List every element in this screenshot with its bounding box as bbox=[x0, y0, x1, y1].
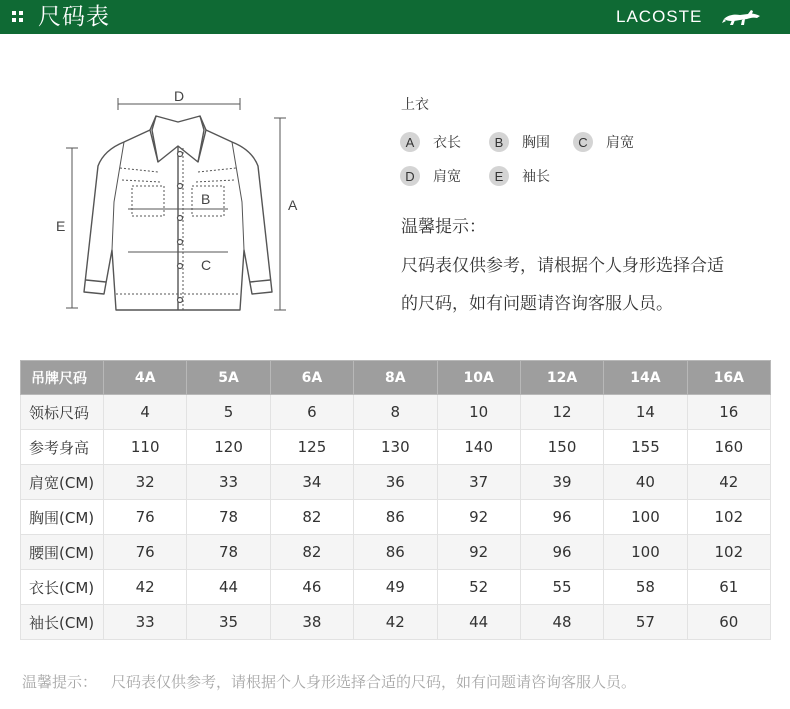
table-cell: 92 bbox=[437, 500, 520, 535]
tips-title: 温馨提示： bbox=[401, 217, 486, 237]
row-label: 领标尺码 bbox=[21, 395, 104, 430]
table-row bbox=[21, 500, 771, 535]
row-label: 袖长(CM) bbox=[21, 605, 104, 640]
column-header: 16A bbox=[687, 361, 770, 395]
row-label: 参考身高 bbox=[21, 430, 104, 465]
column-header: 4A bbox=[104, 361, 187, 395]
table-cell: 78 bbox=[187, 535, 270, 570]
table-cell: 44 bbox=[437, 605, 520, 640]
legend-key: E bbox=[489, 166, 509, 186]
legend-label: 袖长 bbox=[522, 169, 550, 185]
dim-label-a: A bbox=[288, 197, 298, 213]
dim-label-c: C bbox=[201, 257, 212, 273]
table-cell: 12 bbox=[520, 395, 603, 430]
table-cell: 4 bbox=[104, 395, 187, 430]
table-cell: 76 bbox=[104, 535, 187, 570]
table-cell: 39 bbox=[520, 465, 603, 500]
table-cell: 36 bbox=[354, 465, 437, 500]
table-cell: 44 bbox=[187, 570, 270, 605]
table-cell: 32 bbox=[104, 465, 187, 500]
table-cell: 82 bbox=[270, 535, 353, 570]
row-label: 肩宽(CM) bbox=[21, 465, 104, 500]
legend-item bbox=[573, 132, 634, 152]
tips-text-line-2: 的尺码，如有问题请咨询客服人员。 bbox=[401, 294, 673, 314]
table-cell: 46 bbox=[270, 570, 353, 605]
column-header: 8A bbox=[354, 361, 437, 395]
table-cell: 52 bbox=[437, 570, 520, 605]
table-cell: 82 bbox=[270, 500, 353, 535]
footer-label: 温馨提示： bbox=[22, 673, 98, 691]
table-cell: 86 bbox=[354, 500, 437, 535]
table-cell: 110 bbox=[104, 430, 187, 465]
table-cell: 42 bbox=[104, 570, 187, 605]
page-title: 尺码表 bbox=[38, 4, 110, 30]
brand-name: LACOSTE bbox=[616, 7, 703, 26]
header-bar bbox=[0, 0, 790, 34]
legend-item bbox=[489, 132, 550, 152]
table-cell: 48 bbox=[520, 605, 603, 640]
table-row bbox=[21, 535, 771, 570]
table-row bbox=[21, 430, 771, 465]
legend-label: 衣长 bbox=[433, 135, 461, 151]
table-cell: 96 bbox=[520, 500, 603, 535]
table-cell: 102 bbox=[687, 500, 770, 535]
legend-key: D bbox=[400, 166, 420, 186]
tips-text-line-1: 尺码表仅供参考，请根据个人身形选择合适 bbox=[401, 256, 724, 276]
table-cell: 55 bbox=[520, 570, 603, 605]
table-row bbox=[21, 605, 771, 640]
table-cell: 102 bbox=[687, 535, 770, 570]
table-cell: 37 bbox=[437, 465, 520, 500]
table-cell: 140 bbox=[437, 430, 520, 465]
table-cell: 78 bbox=[187, 500, 270, 535]
table-cell: 160 bbox=[687, 430, 770, 465]
table-cell: 34 bbox=[270, 465, 353, 500]
table-cell: 86 bbox=[354, 535, 437, 570]
table-cell: 100 bbox=[604, 535, 687, 570]
table-cell: 49 bbox=[354, 570, 437, 605]
table-row bbox=[21, 395, 771, 430]
table-cell: 100 bbox=[604, 500, 687, 535]
table-cell: 35 bbox=[187, 605, 270, 640]
table-cell: 130 bbox=[354, 430, 437, 465]
table-cell: 8 bbox=[354, 395, 437, 430]
legend-key: A bbox=[400, 132, 420, 152]
table-cell: 38 bbox=[270, 605, 353, 640]
row-label: 腰围(CM) bbox=[21, 535, 104, 570]
size-chart-table bbox=[20, 360, 771, 640]
table-cell: 42 bbox=[687, 465, 770, 500]
dim-label-b: B bbox=[201, 191, 211, 207]
table-cell: 61 bbox=[687, 570, 770, 605]
grid-dots-icon bbox=[12, 11, 24, 23]
table-cell: 33 bbox=[187, 465, 270, 500]
jacket-diagram bbox=[48, 82, 318, 322]
legend-item bbox=[489, 166, 550, 186]
table-cell: 155 bbox=[604, 430, 687, 465]
row-label: 衣长(CM) bbox=[21, 570, 104, 605]
table-cell: 5 bbox=[187, 395, 270, 430]
dim-label-d: D bbox=[174, 88, 185, 104]
table-cell: 58 bbox=[604, 570, 687, 605]
table-header-row bbox=[21, 361, 771, 395]
table-cell: 125 bbox=[270, 430, 353, 465]
table-cell: 33 bbox=[104, 605, 187, 640]
legend-category: 上衣 bbox=[401, 97, 429, 113]
table-row bbox=[21, 570, 771, 605]
table-row bbox=[21, 465, 771, 500]
legend-item bbox=[400, 166, 461, 186]
table-cell: 16 bbox=[687, 395, 770, 430]
column-header: 12A bbox=[520, 361, 603, 395]
crocodile-icon bbox=[722, 6, 762, 28]
table-cell: 40 bbox=[604, 465, 687, 500]
table-cell: 96 bbox=[520, 535, 603, 570]
table-cell: 14 bbox=[604, 395, 687, 430]
column-header: 10A bbox=[437, 361, 520, 395]
footer-text: 尺码表仅供参考，请根据个人身形选择合适的尺码，如有问题请咨询客服人员。 bbox=[111, 673, 637, 691]
table-cell: 76 bbox=[104, 500, 187, 535]
table-cell: 6 bbox=[270, 395, 353, 430]
legend-key: B bbox=[489, 132, 509, 152]
table-cell: 57 bbox=[604, 605, 687, 640]
table-cell: 42 bbox=[354, 605, 437, 640]
legend-key: C bbox=[573, 132, 593, 152]
footer-note bbox=[22, 671, 636, 692]
column-header: 吊牌尺码 bbox=[21, 361, 104, 395]
table-cell: 92 bbox=[437, 535, 520, 570]
dim-label-e: E bbox=[56, 218, 66, 234]
table-cell: 120 bbox=[187, 430, 270, 465]
table-cell: 10 bbox=[437, 395, 520, 430]
column-header: 14A bbox=[604, 361, 687, 395]
legend-label: 胸围 bbox=[522, 135, 550, 151]
legend-item bbox=[400, 132, 461, 152]
table-cell: 60 bbox=[687, 605, 770, 640]
legend-label: 肩宽 bbox=[606, 135, 634, 151]
legend-label: 肩宽 bbox=[433, 169, 461, 185]
column-header: 6A bbox=[270, 361, 353, 395]
table-cell: 150 bbox=[520, 430, 603, 465]
row-label: 胸围(CM) bbox=[21, 500, 104, 535]
column-header: 5A bbox=[187, 361, 270, 395]
